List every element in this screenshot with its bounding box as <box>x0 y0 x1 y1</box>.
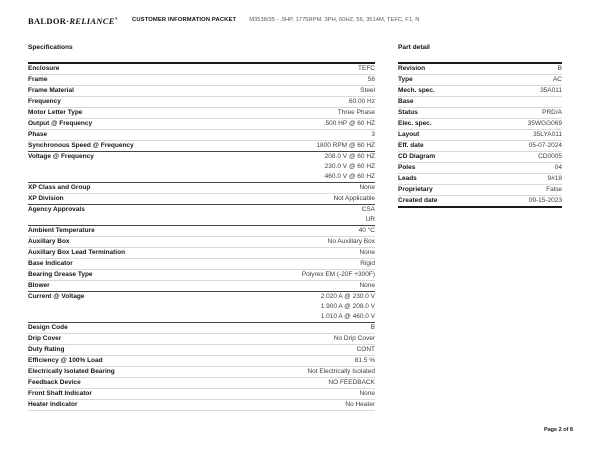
table-row <box>28 345 375 356</box>
row-label: Enclosure <box>28 64 60 72</box>
table-row <box>28 64 375 75</box>
row-value: TEFC <box>358 64 375 72</box>
logo-dot: · <box>66 15 70 26</box>
row-label: Heater Indicator <box>28 400 78 408</box>
table-row <box>398 141 562 152</box>
row-value: None <box>359 281 375 289</box>
row-label: Output @ Frequency <box>28 119 93 127</box>
table-row <box>28 389 375 400</box>
row-value: False <box>546 185 562 193</box>
row-label: Leads <box>398 174 417 182</box>
table-row <box>28 291 375 323</box>
table-row <box>398 75 562 86</box>
row-value: 208.0 V @ 60 HZ 230.0 V @ 60 HZ 460.0 V @ 60 HZ <box>324 152 375 180</box>
row-label: Base Indicator <box>28 259 73 267</box>
row-value: AC <box>552 75 562 83</box>
row-label: CD Diagram <box>398 152 436 160</box>
row-value: No Auxillary Box <box>327 237 375 245</box>
table-row <box>28 130 375 141</box>
row-value: None <box>359 248 375 256</box>
table-row <box>398 64 562 75</box>
row-value: 40 °C <box>358 226 375 234</box>
table-row <box>28 97 375 108</box>
row-label: Bearing Grease Type <box>28 270 93 278</box>
row-label: Frame <box>28 75 48 83</box>
table-row <box>398 119 562 130</box>
table-row <box>28 108 375 119</box>
part-detail-title: Part detail <box>398 43 430 51</box>
row-label: Base <box>398 97 414 105</box>
row-value: PRD/A <box>542 108 562 116</box>
row-value: 35WGG069 <box>527 119 562 127</box>
row-label: Auxillary Box <box>28 237 70 245</box>
row-label: Ambient Temperature <box>28 226 95 234</box>
row-label: Status <box>398 108 418 116</box>
table-row <box>28 86 375 97</box>
row-value: B <box>370 323 375 331</box>
row-label: Motor Letter Type <box>28 108 83 116</box>
row-value: 35A011 <box>540 86 562 94</box>
content <box>0 44 600 411</box>
packet-title: CUSTOMER INFORMATION PACKET <box>132 16 237 23</box>
row-label: Created date <box>398 196 438 204</box>
row-label: Current @ Voltage <box>28 292 85 300</box>
table-row <box>398 130 562 141</box>
header <box>0 0 600 26</box>
row-label: Poles <box>398 163 416 171</box>
row-label: Voltage @ Frequency <box>28 152 94 160</box>
row-label: Frame Material <box>28 86 74 94</box>
row-label: Agency Approvals <box>28 205 85 213</box>
row-label: Eff. date <box>398 141 424 149</box>
row-label: Frequency <box>28 97 61 105</box>
row-value: 04 <box>554 163 562 171</box>
table-row <box>28 334 375 345</box>
table-row <box>28 367 375 378</box>
row-value: 56 <box>367 75 375 83</box>
row-value: 1800 RPM @ 60 HZ <box>316 141 375 149</box>
part-detail-section <box>398 44 562 411</box>
table-row <box>398 97 562 108</box>
table-row <box>398 185 562 196</box>
page-number: Page 2 of 8 <box>543 427 573 433</box>
specifications-table <box>28 62 375 411</box>
table-row <box>398 152 562 163</box>
row-value: No Drip Cover <box>333 334 375 342</box>
row-label: Blower <box>28 281 50 289</box>
table-row <box>28 323 375 334</box>
row-value: CONT <box>356 345 375 353</box>
part-detail-table <box>398 62 562 208</box>
table-row <box>28 248 375 259</box>
row-value: No Heater <box>345 400 375 408</box>
table-row <box>28 204 375 226</box>
table-row <box>28 75 375 86</box>
row-label: Proprietary <box>398 185 433 193</box>
row-label: XP Class and Group <box>28 183 91 191</box>
table-row <box>28 270 375 281</box>
row-label: Duty Rating <box>28 345 65 353</box>
row-value: None <box>359 389 375 397</box>
row-value: 60.00 Hz <box>348 97 375 105</box>
table-row <box>28 378 375 389</box>
row-value: Not Applicable <box>333 194 375 202</box>
row-value: Steel <box>360 86 375 94</box>
registered-mark: ® <box>114 16 118 21</box>
row-value: 9#18 <box>547 174 562 182</box>
row-value: Three Phase <box>337 108 375 116</box>
row-label: Phase <box>28 130 48 138</box>
table-row <box>398 108 562 119</box>
table-row <box>28 259 375 270</box>
row-label: Revision <box>398 64 426 72</box>
row-label: Feedback Device <box>28 378 81 386</box>
table-row <box>28 226 375 237</box>
table-row <box>398 196 562 206</box>
row-value: B <box>557 64 562 72</box>
row-label: XP Division <box>28 194 64 202</box>
row-value: Polyrex EM (-20F +300F) <box>301 270 375 278</box>
row-label: Electrically Isolated Bearing <box>28 367 115 375</box>
row-value: NO FEEDBACK <box>328 378 375 386</box>
row-label: Efficiency @ 100% Load <box>28 356 103 364</box>
row-label: Elec. spec. <box>398 119 432 127</box>
table-row <box>28 237 375 248</box>
row-value: 05-07-2024 <box>528 141 562 149</box>
row-value: Rigid <box>360 259 375 267</box>
table-row <box>398 174 562 185</box>
table-row <box>28 400 375 411</box>
table-row <box>398 86 562 97</box>
row-label: Design Code <box>28 323 68 331</box>
row-value: 2.020 A @ 230.0 V 1.900 A @ 208.0 V 1.010 A @ 460.0 V <box>320 292 375 320</box>
row-label: Synchronous Speed @ Frequency <box>28 141 134 149</box>
row-label: Layout <box>398 130 420 138</box>
row-label: Mech. spec. <box>398 86 435 94</box>
logo-baldor-text: BALDOR <box>28 15 67 26</box>
table-row <box>28 151 375 183</box>
specifications-title: Specifications <box>28 43 73 51</box>
model-description: M3538/35 - .5HP, 1775RPM, 3PH, 60HZ, 56, 3514M, TEFC, F1, N <box>249 16 420 23</box>
row-value: None <box>359 183 375 191</box>
baldor-reliance-logo <box>28 14 118 26</box>
table-row <box>398 163 562 174</box>
table-row <box>28 119 375 130</box>
row-value: 09-15-2023 <box>528 196 562 204</box>
row-value: .500 HP @ 60 HZ <box>323 119 375 127</box>
row-value: CD0005 <box>538 152 562 160</box>
row-label: Type <box>398 75 413 83</box>
row-value: CSA UR <box>361 205 375 223</box>
row-label: Drip Cover <box>28 334 62 342</box>
specifications-section <box>28 44 375 411</box>
row-value: 3 <box>371 130 375 138</box>
table-row <box>28 356 375 367</box>
row-value: 35LYA011 <box>533 130 562 138</box>
row-label: Front Shaft Indicator <box>28 389 92 397</box>
table-row <box>28 183 375 194</box>
row-value: Not Electrically Isolated <box>307 367 375 375</box>
row-value: 81.5 % <box>354 356 375 364</box>
logo-reliance-text: RELIANCE <box>69 15 115 26</box>
row-label: Auxillary Box Lead Termination <box>28 248 126 256</box>
